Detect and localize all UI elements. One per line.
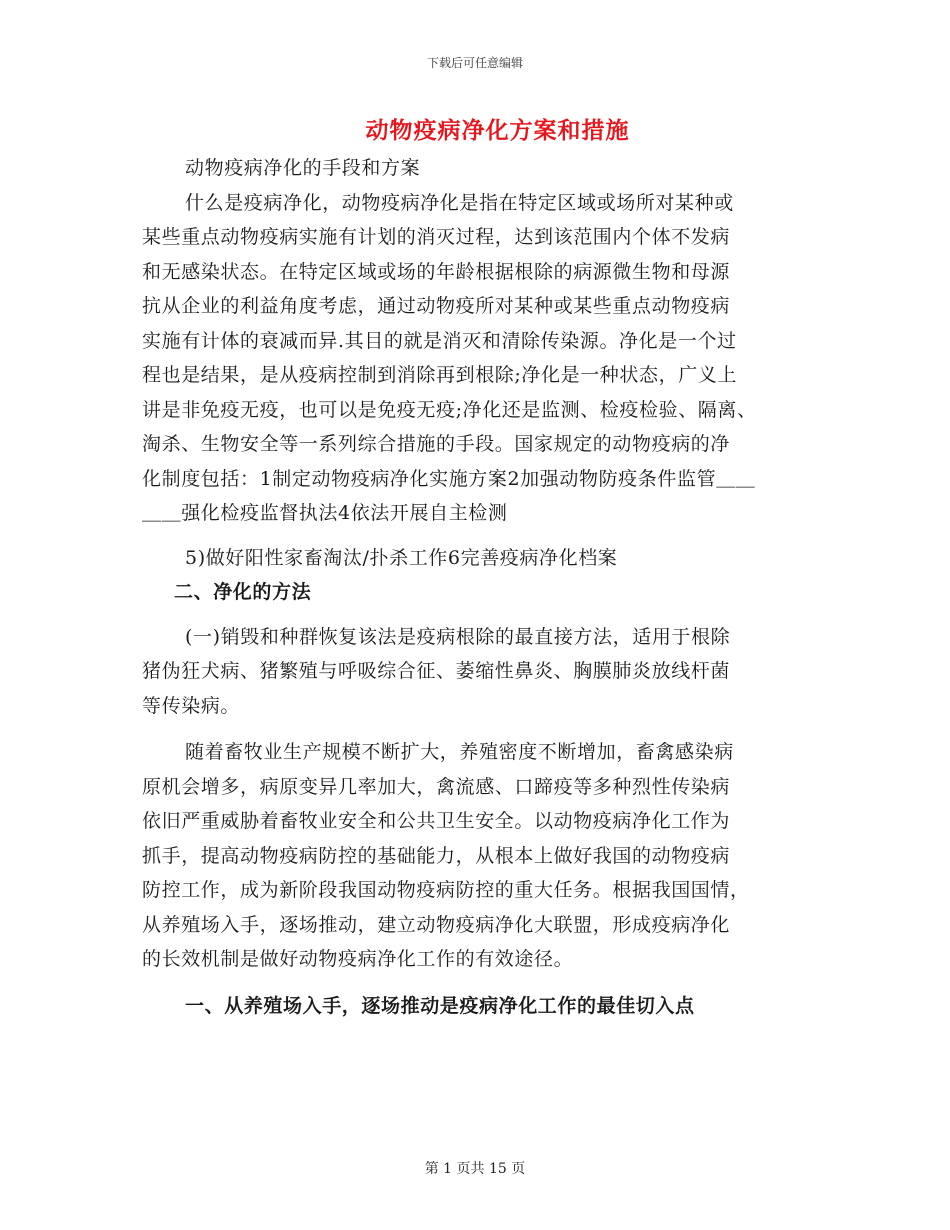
text-line: 随着畜牧业生产规模不断扩大，养殖密度不断增加，畜禽感染病 xyxy=(185,741,734,763)
text-line: 防控工作，成为新阶段我国动物疫病防控的重大任务。根据我国国情， xyxy=(142,879,750,901)
subtitle: 动物疫病净化的手段和方案 xyxy=(185,157,421,179)
paragraph-background xyxy=(142,735,822,977)
text-line: 的长效机制是做好动物疫病净化工作的有效途径。 xyxy=(142,948,574,970)
text-line: 原机会增多，病原变异几率加大，禽流感、口蹄疫等多种烈性传染病 xyxy=(142,775,731,798)
text-line: 猪伪狂犬病、猪繁殖与呼吸综合征、萎缩性鼻炎、胸膜肺炎放线杆菌 xyxy=(142,660,731,682)
text-line: 淘杀、生物安全等一系列综合措施的手段。国家规定的动物疫病的净 xyxy=(142,433,731,455)
page-footer: 第 1 页共 15 页 xyxy=(424,1161,526,1177)
document-body xyxy=(142,151,822,1023)
section-heading-methods: 二、净化的方法 xyxy=(174,581,312,603)
text-line: (一)销毁和种群恢复该法是疫病根除的最直接方法，适用于根除 xyxy=(185,625,731,648)
paragraph-definition xyxy=(142,186,822,531)
header-note: 下载后可任意编辑 xyxy=(426,56,523,70)
text-line: 什么是疫病净化，动物疫病净化是指在特定区域或场所对某种或 xyxy=(185,191,734,214)
text-line: 等传染病。 xyxy=(142,694,241,717)
text-line: 依旧严重威胁着畜牧业安全和公共卫生安全。以动物疫病净化工作为 xyxy=(142,810,731,832)
text-line: 讲是非免疫无疫，也可以是免疫无疫;净化还是监测、检疫检验、隔离、 xyxy=(142,398,757,421)
text-line: 程也是结果，是从疫病控制到消除再到根除;净化是一种状态，广义上 xyxy=(142,364,738,386)
text-line: ＿＿强化检疫监督执法4依法开展自主检测 xyxy=(142,502,508,524)
section-heading-farm-entry: 一、从养殖场入手，逐场推动是疫病净化工作的最佳切入点 xyxy=(185,994,695,1017)
paragraph-item-5: 5)做好阳性家畜淘汰/扑杀工作6完善疫病净化档案 xyxy=(185,546,618,569)
text-line: 实施有计体的衰减而异.其目的就是消灭和清除传染源。净化是一个过 xyxy=(142,329,737,352)
text-line: 某些重点动物疫病实施有计划的消灭过程，达到该范围内个体不发病 xyxy=(142,226,731,248)
text-line: 抓手，提高动物疫病防控的基础能力，从根本上做好我国的动物疫病 xyxy=(142,844,731,867)
paragraph-destruction xyxy=(142,620,822,724)
document-title: 动物疫病净化方案和措施 xyxy=(365,117,630,144)
text-line: 和无感染状态。在特定区域或场的年龄根据根除的病源微生物和母源 xyxy=(142,260,731,283)
text-line: 化制度包括：1制定动物疫病净化实施方案2加强动物防疫条件监管＿＿ xyxy=(142,467,756,490)
text-line: 从养殖场入手，逐场推动，建立动物疫病净化大联盟，形成疫病净化 xyxy=(142,913,731,936)
text-line: 抗从企业的利益角度考虑，通过动物疫所对某种或某些重点动物疫病 xyxy=(142,295,731,317)
